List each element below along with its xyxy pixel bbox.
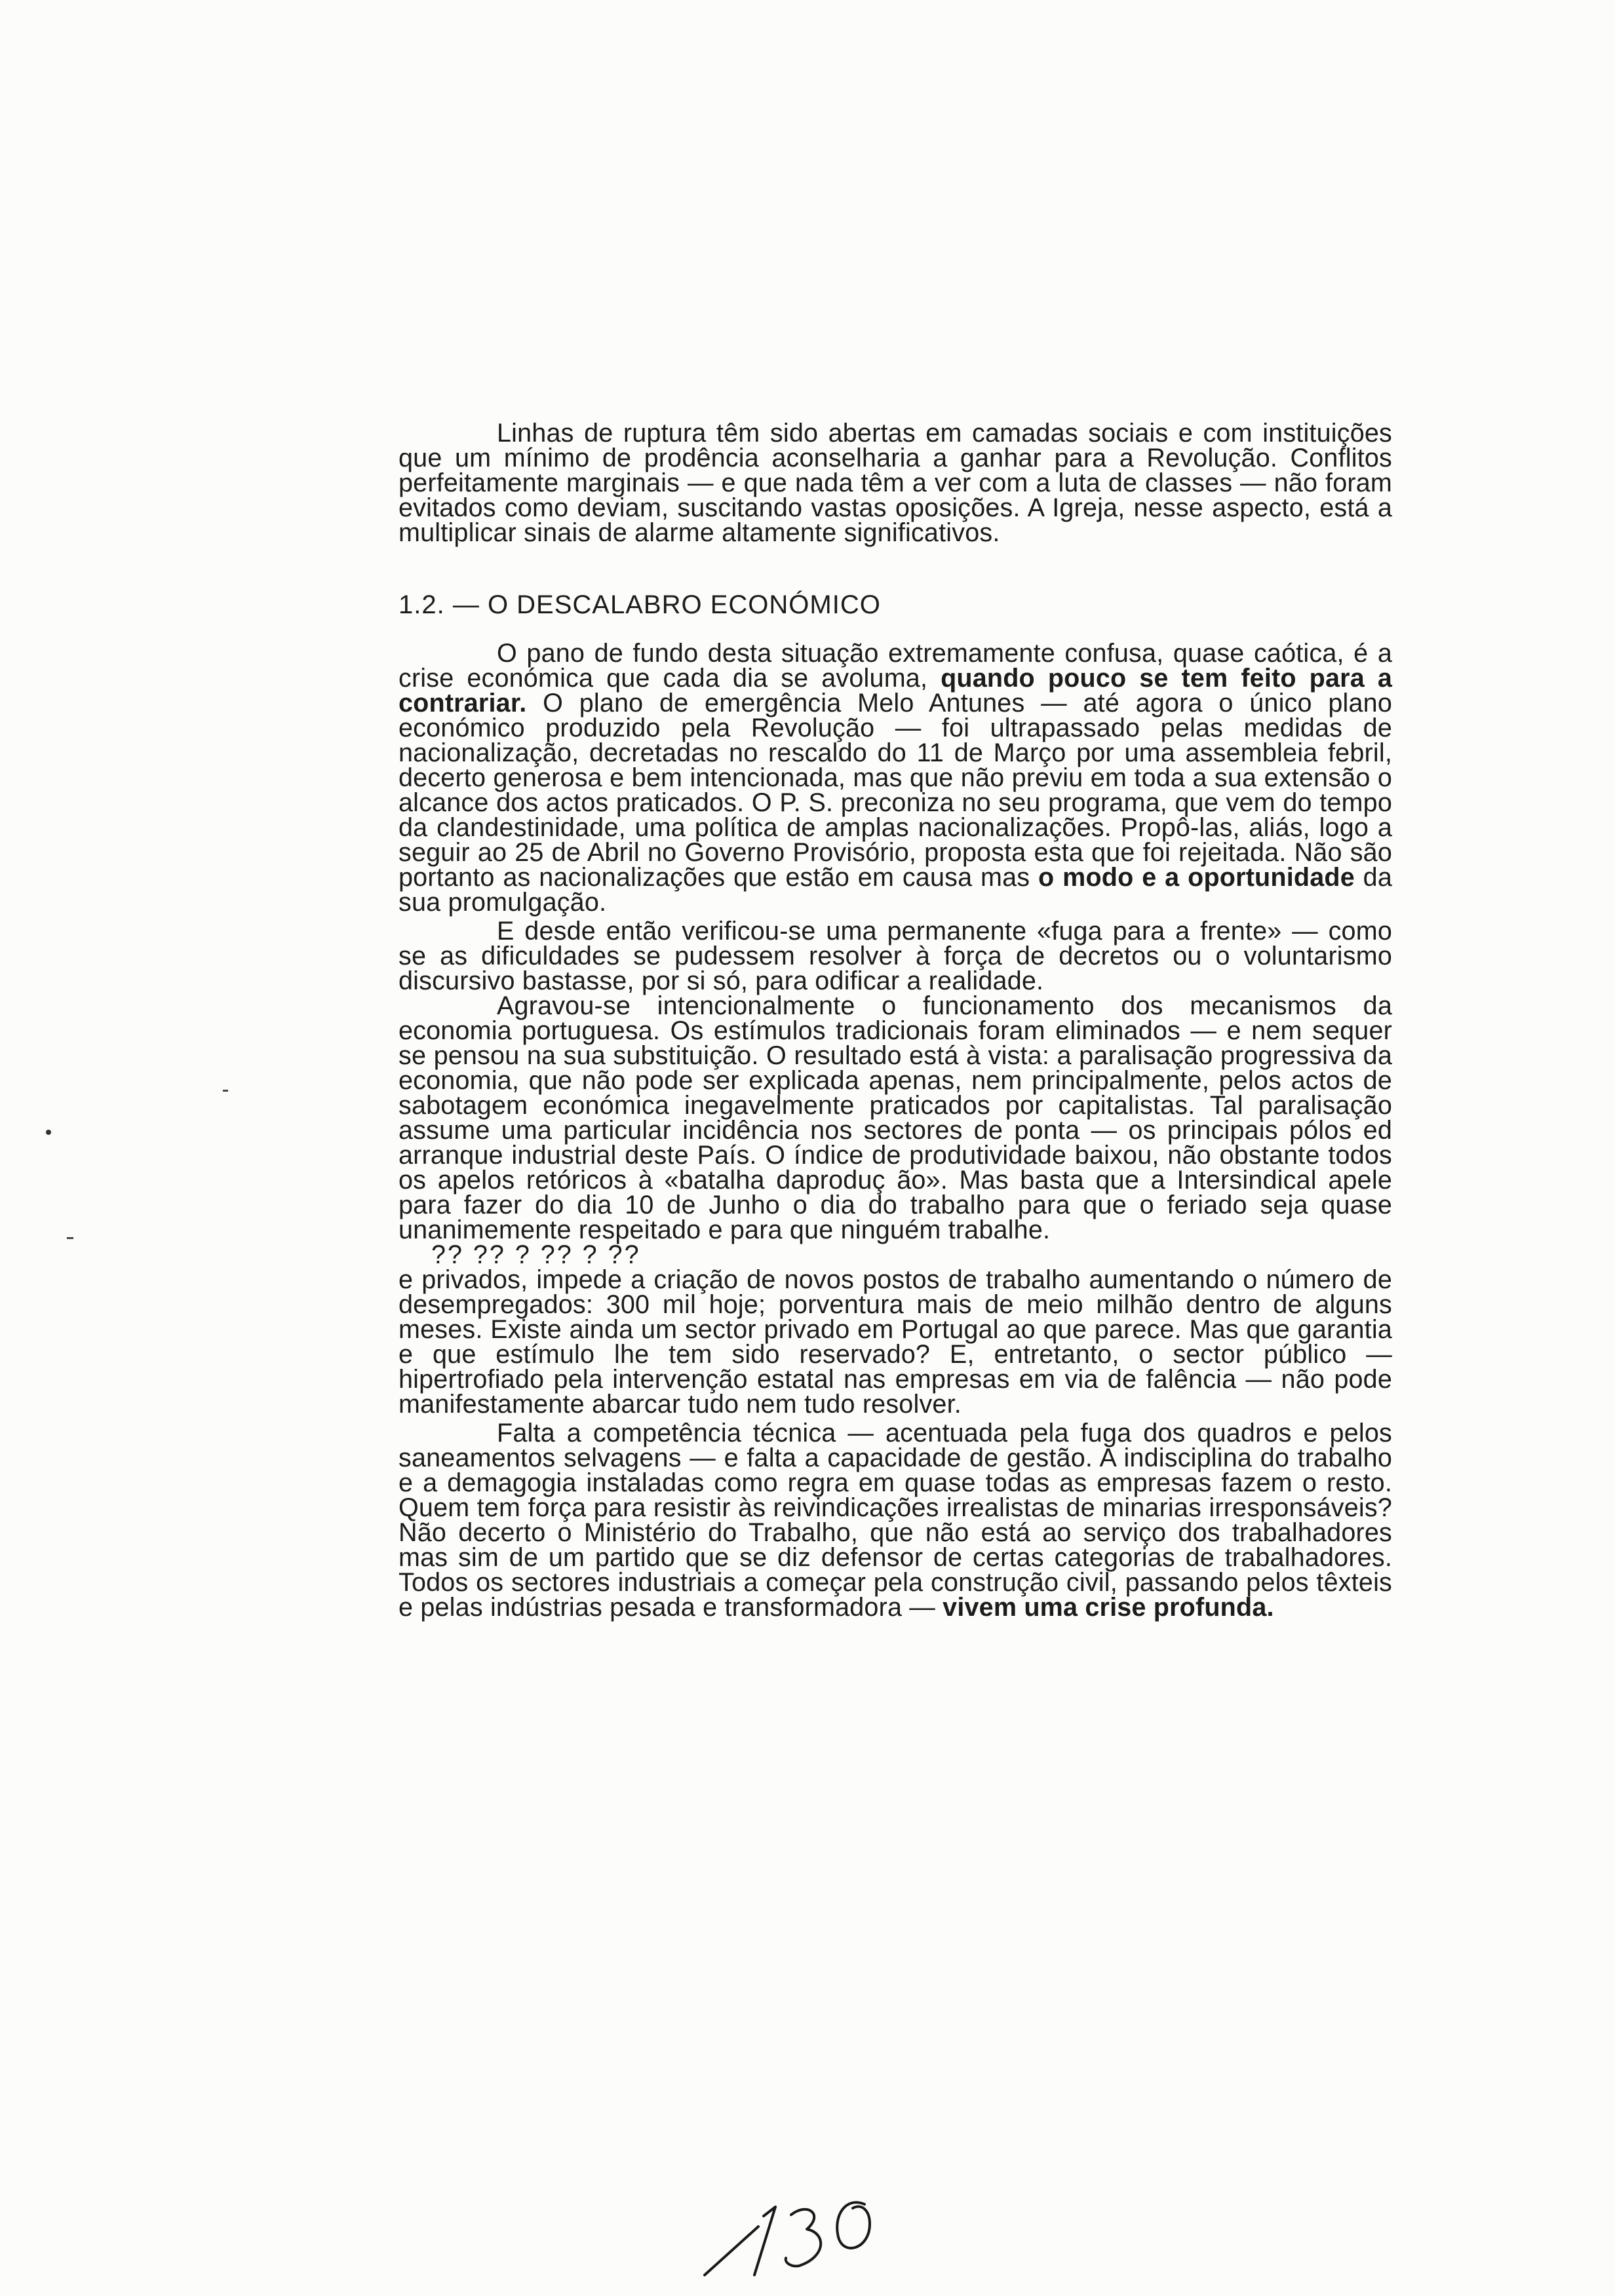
paragraph-competencia bbox=[399, 1421, 1392, 1620]
scan-speck bbox=[67, 1237, 73, 1239]
bold-phrase: o modo e a oportunidade bbox=[1038, 863, 1355, 892]
scan-speck bbox=[46, 1130, 51, 1135]
handwritten-page-number bbox=[698, 2189, 895, 2280]
paragraph-text: O pano de fundo desta situação extremamente confusa, quase caótica, é a crise económica que cada dia se avoluma, bbox=[399, 639, 1392, 693]
paragraph-mecanismos: Agravou-se intencionalmente o funcionamento dos mecanismos da economia portuguesa. Os estímulos tradicionais foram eliminados — e nem sequer se pensou na sua substituição. O resultado está à vista: a paralisação progressiva da economia, que não pode ser explicada apenas, nem principalmente, pelos actos de sabotagem económica inegavelmente praticados por capitalistas. Tal paralisação assume uma particular incidência nos sectores de ponta — os principais pólos ed arranque industrial deste País. O índice de produtividade baixou, não obstante todos os apelos retóricos à «batalha daproduç ão». Mas basta que a Intersindical apele para fazer do dia 10 de Junho o dia do trabalho para que o feriado seja quase unanimemente respeitado e para que ninguém trabalhe. bbox=[399, 991, 1392, 1244]
scan-speck bbox=[223, 1090, 228, 1092]
paragraph-text: O plano de emergência Melo Antunes — até agora o único plano económico produzido pela Revolução — foi ultrapassado pelas medidas de nacionalização, decretadas no rescaldo do 11 de Março por uma assembleia febril, decerto generosa e bem intencionada, mas que não previu em toda a sua extensão o alcance dos actos praticados. O P. S. preconiza no seu programa, que vem do tempo da clandestinidade, uma política de amplas nacionalizações. Propô-las, aliás, logo a seguir ao 25 de Abril no Governo Provisório, proposta esta que foi rejeitada. Não são portanto as nacionalizações que estão em causa mas bbox=[399, 689, 1392, 892]
bold-phrase: quando pouco se tem feito para a contrariar. bbox=[399, 664, 1392, 718]
garbled-line: ?? ?? ? ?? ? ?? bbox=[431, 1240, 641, 1269]
paragraph-text: Falta a competência técnica — acentuada pela fuga dos quadros e pelos saneamentos selvagens — e falta a capacidade de gestão. A indisciplina do trabalho e a demagogia instaladas como regra em quase todas as empresas fazem o resto. Quem tem força para resistir às reivindicações irrealistas de minarias irresponsáveis? Não decerto o Ministério do Trabalho, que não está ao serviço dos trabalhadores mas sim de um partido que se diz defensor de certas categorias de trabalhadores. Todos os sectores industriais a começar pela construção civil, passando pelos têxteis e pelas indústrias pesada e transformadora — bbox=[399, 1419, 1392, 1622]
paragraph-desempregados: e privados, impede a criação de novos postos de trabalho aumentando o número de desempregados: 300 mil hoje; porventura mais de meio milhão dentro de alguns meses. Existe ainda um sector privado em Portugal ao que parece. Mas que garantia e que estímulo lhe tem sido reservado? E, entretanto, o sector público — hipertrofiado pela intervenção estatal nas empresas em via de falência — não pode manifestamente abarcar tudo nem tudo resolver. bbox=[399, 1265, 1392, 1419]
paragraph-text: da sua promulgação. bbox=[399, 863, 1392, 917]
paragraph-fuga-para-a-frente: E desde então verificou-se uma permanente «fuga para a frente» — como se as dificuldades se pudessem resolver à força de decretos ou o voluntarismo discursivo bastasse, por si só, para odificar a realidade. bbox=[399, 917, 1392, 995]
paragraph-ruptura: Linhas de ruptura têm sido abertas em camadas sociais e com instituições que um mínimo de prodência aconselharia a ganhar para a Revolução. Conflitos perfeitamente marginais — e que nada têm a ver com a luta de classes — não foram evitados como deviam, suscitando vastas oposições. A Igreja, nesse aspecto, está a multiplicar sinais de alarme altamente significativos. bbox=[399, 419, 1392, 547]
paragraph-crise-economica bbox=[399, 641, 1392, 915]
bold-phrase: vivem uma crise profunda. bbox=[943, 1593, 1274, 1622]
section-heading: 1.2. — O DESCALABRO ECONÓMICO bbox=[399, 590, 881, 619]
document-body bbox=[399, 421, 1392, 1620]
